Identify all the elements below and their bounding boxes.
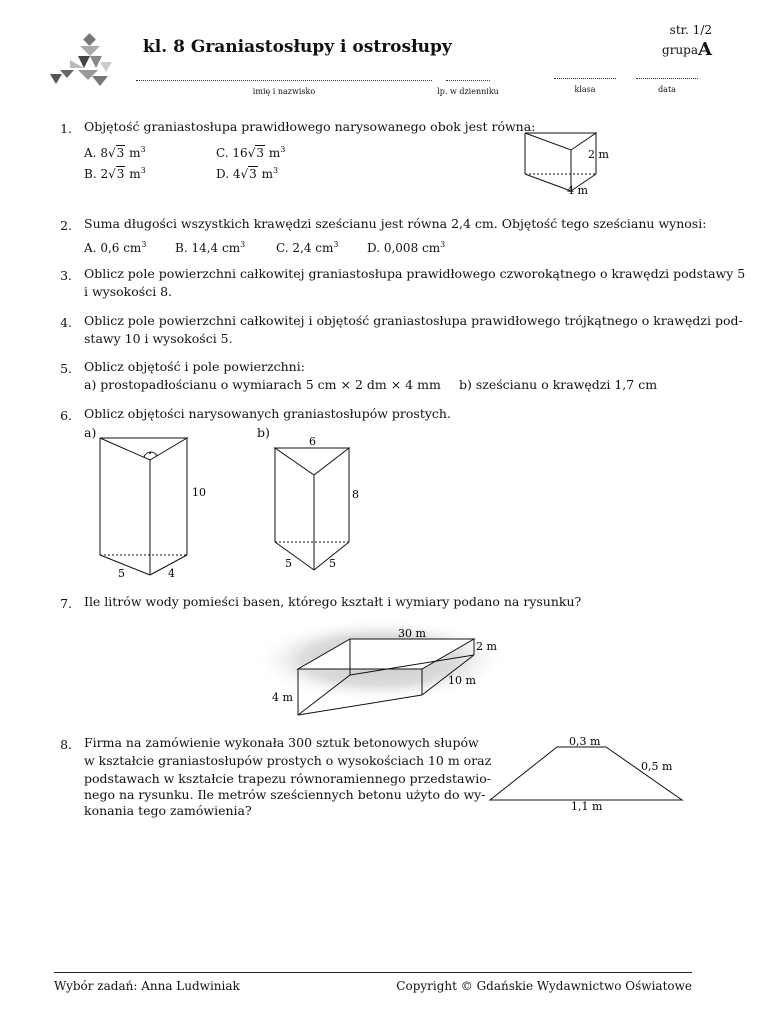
base-label: 4 m — [567, 184, 588, 197]
question-number: 2. — [60, 218, 72, 233]
answer-option[interactable]: C. 16√3 $m^3$ — [216, 145, 286, 160]
answer-option[interactable]: B. 2√3 $m^3$ — [84, 166, 146, 181]
question-text: Suma długości wszystkich krawędzi sześcianu jest równa 2,4 cm. Objętość tego sześcianu wynosi: — [84, 216, 707, 231]
answer-option[interactable]: D. 4√3 $m^3$ — [216, 166, 279, 181]
question-number: 1. — [60, 121, 72, 136]
height-label: 10 — [192, 486, 206, 499]
date-field-label: data — [658, 85, 676, 94]
answer-option[interactable]: A. 0,6 $cm^3$ — [84, 240, 147, 255]
side-label: 5 — [285, 557, 292, 570]
side-label: 4 — [168, 567, 175, 580]
question-text-line: nego na rysunku. Ile metrów sześciennych betonu użyto do wy- — [84, 787, 486, 802]
answer-option[interactable]: A. 8√3 $m^3$ — [84, 145, 146, 160]
bottom-base-label: 1,1 m — [571, 800, 603, 813]
question-part-b: b) sześcianu o krawędzi 1,7 cm — [459, 377, 658, 392]
question-text-line: stawy 10 i wysokości 5. — [84, 331, 233, 346]
question-text: Oblicz objętości narysowanych graniastosłupów prostych. — [84, 406, 451, 421]
class-field[interactable] — [554, 78, 616, 79]
question-text-line: Firma na zamówienie wykonała 300 sztuk betonowych słupów — [84, 735, 479, 750]
class-field-label: klasa — [574, 85, 596, 94]
publisher-logo — [48, 32, 116, 88]
answer-option[interactable]: C. 2,4 $cm^3$ — [276, 240, 339, 255]
question-text: Ile litrów wody pomieści basen, którego kształt i wymiary podano na rysunku? — [84, 594, 582, 609]
question-number: 6. — [60, 408, 72, 423]
prism-a-figure — [90, 430, 230, 585]
answer-option[interactable]: B. 14,4 $cm^3$ — [175, 240, 246, 255]
trapezoid-figure — [485, 730, 695, 815]
name-field[interactable] — [136, 80, 432, 81]
height-label: 2 m — [588, 148, 609, 161]
number-field-label: lp. w dzienniku — [437, 87, 499, 96]
group-letter: A — [698, 39, 712, 60]
date-field[interactable] — [636, 78, 698, 79]
question-text-line: w kształcie graniastosłupów prostych o wysokościach 10 m oraz — [84, 753, 492, 768]
answer-option[interactable]: D. 0,008 $cm^3$ — [367, 240, 446, 255]
top-base-label: 0,3 m — [569, 735, 601, 748]
question-text-line: i wysokości 8. — [84, 284, 173, 299]
group-label: grupa — [662, 43, 698, 57]
leg-label: 0,5 m — [641, 760, 673, 773]
question-text-line: Oblicz pole powierzchni całkowitej graniastosłupa prawidłowego czworokątnego o krawędzi podstawy 5 — [84, 266, 746, 281]
question-number: 8. — [60, 737, 72, 752]
question-text-line: Oblicz pole powierzchni całkowitej i objętość graniastosłupa prawidłowego trójkątnego o krawędzi pod- — [84, 313, 743, 328]
question-text-line: konania tego zamówienia? — [84, 803, 252, 818]
name-field-label: imię i nazwisko — [252, 87, 316, 96]
figure-b-label: b) — [257, 425, 270, 440]
pool-figure — [250, 615, 530, 725]
deep-end-label: 2 m — [476, 640, 497, 653]
question-number: 5. — [60, 361, 72, 376]
triangular-prism-figure — [515, 125, 625, 205]
side-label: 5 — [118, 567, 125, 580]
top-label: 6 — [309, 435, 316, 448]
number-field[interactable] — [446, 80, 490, 81]
shallow-end-label: 4 m — [272, 691, 293, 704]
question-text: Oblicz objętość i pole powierzchni: — [84, 359, 305, 374]
question-number: 7. — [60, 596, 72, 611]
question-number: 3. — [60, 268, 72, 283]
footer-copyright: Copyright © Gdańskie Wydawnictwo Oświatowe — [396, 979, 692, 993]
figure-a-label: a) — [84, 425, 97, 440]
question-text: Objętość graniastosłupa prawidłowego narysowanego obok jest równa: — [84, 119, 536, 134]
page-number: str. 1/2 — [669, 23, 712, 37]
question-part-a: a) prostopadłościanu o wymiarach 5 cm × 2 dm × 4 mm — [84, 377, 441, 392]
footer-divider — [54, 972, 692, 973]
question-number: 4. — [60, 315, 72, 330]
width-label: 10 m — [448, 674, 476, 687]
question-text-line: podstawach w kształcie trapezu równoramiennego przedstawio- — [84, 771, 491, 786]
length-label: 30 m — [398, 627, 426, 640]
side-label: 5 — [329, 557, 336, 570]
height-label: 8 — [352, 488, 359, 501]
footer-author: Wybór zadań: Anna Ludwiniak — [54, 979, 240, 993]
page-title: kl. 8 Graniastosłupy i ostrosłupy — [143, 37, 452, 57]
prism-b-figure — [265, 432, 375, 577]
